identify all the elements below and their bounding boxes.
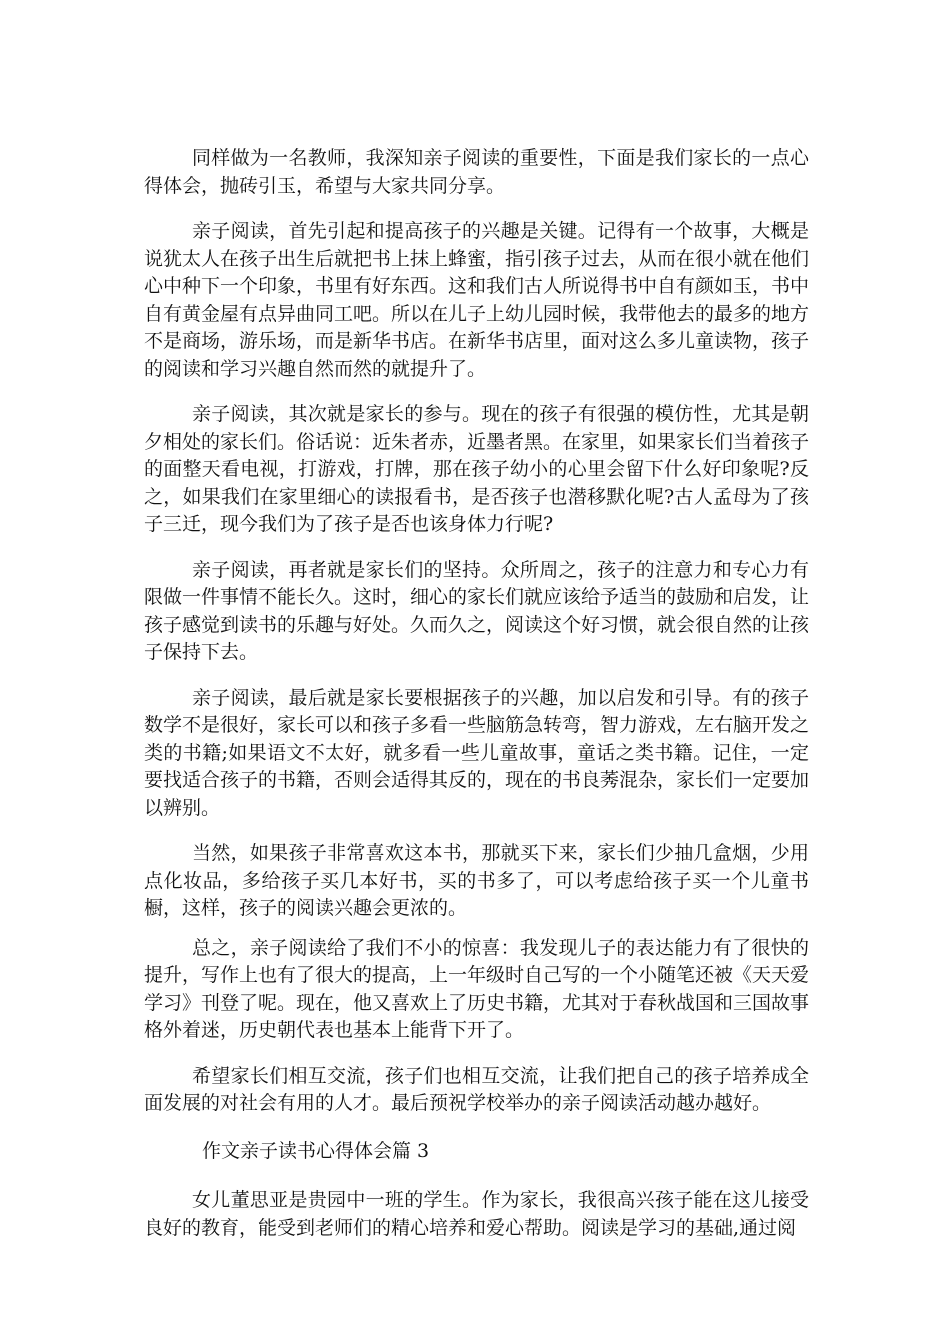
- paragraph-guidance: 亲子阅读，最后就是家长要根据孩子的兴趣，加以启发和引导。有的孩子数学不是很好，家长可以和孩子多看一些脑筋急转弯，智力游戏，左右脑开发之类的书籍;如果语文不太好，就多看一些儿童故事，童话之类书籍。记住，一定要找适合孩子的书籍，否则会适得其反的，现在的书良莠混杂，家长们一定要加以辨别。: [144, 686, 810, 819]
- paragraph-intro: 同样做为一名教师，我深知亲子阅读的重要性，下面是我们家长的一点心得体会，抛砖引玉，希望与大家共同分享。: [144, 147, 809, 197]
- paragraph-conclusion: 总之，亲子阅读给了我们不小的惊喜：我发现儿子的表达能力有了很快的提升，写作上也有了很大的提高，上一年级时自己写的一个小随笔还被《天天爱学习》刊登了呢。现在，他又喜欢上了历史书籍，尤其对于春秋战国和三国故事格外着迷，历史朝代表也基本上能背下开了。: [144, 936, 810, 1041]
- section-heading: 作文亲子读书心得体会篇 3: [202, 1139, 430, 1162]
- paragraph-persistence: 亲子阅读，再者就是家长们的坚持。众所周之，孩子的注意力和专心力有限做一件事情不能长久。这时，细心的家长们就应该给予适当的鼓励和启发，让孩子感觉到读书的乐趣与好处。久而久之，阅读这个好习惯，就会很自然的让孩子保持下去。: [144, 558, 810, 663]
- paragraph-interest: 亲子阅读，首先引起和提高孩子的兴趣是关键。记得有一个故事，大概是说犹太人在孩子出生后就把书上抹上蜂蜜，指引孩子过去，从而在很小就在他们心中种下一个印象，书里有好东西。这和我们古人所说得书中自有颜如玉，书中自有黄金屋有点异曲同工吧。所以在儿子上幼儿园时候，我带他去的最多的地方不是商场，游乐场，而是新华书店。在新华书店里，面对这么多儿童读物，孩子的阅读和学习兴趣自然而然的就提升了。: [144, 220, 810, 380]
- paragraph-article-3-start: 女儿董思亚是贵园中一班的学生。作为家长，我很高兴孩子能在这儿接受良好的教育，能受到老师们的精心培养和爱心帮助。阅读是学习的基础,通过阅: [144, 1189, 809, 1239]
- paragraph-buy-books: 当然，如果孩子非常喜欢这本书，那就买下来，家长们少抽几盒烟，少用点化妆品，多给孩子买几本好书，买的书多了，可以考虑给孩子买一个儿童书橱，这样，孩子的阅读兴趣会更浓的。: [144, 842, 809, 919]
- document-body: [144, 145, 809, 1260]
- paragraph-participation: 亲子阅读，其次就是家长的参与。现在的孩子有很强的模仿性，尤其是朝夕相处的家长们。俗话说：近朱者赤，近墨者黑。在家里，如果家长们当着孩子的面整天看电视，打游戏，打牌，那在孩子幼小的心里会留下什么好印象呢?反之，如果我们在家里细心的读报看书，是否孩子也潜移默化呢?古人孟母为了孩子三迁，现今我们为了孩子是否也该身体力行呢?: [144, 403, 810, 535]
- paragraph-wishes: 希望家长们相互交流，孩子们也相互交流，让我们把自己的孩子培养成全面发展的对社会有用的人才。最后预祝学校举办的亲子阅读活动越办越好。: [144, 1064, 809, 1114]
